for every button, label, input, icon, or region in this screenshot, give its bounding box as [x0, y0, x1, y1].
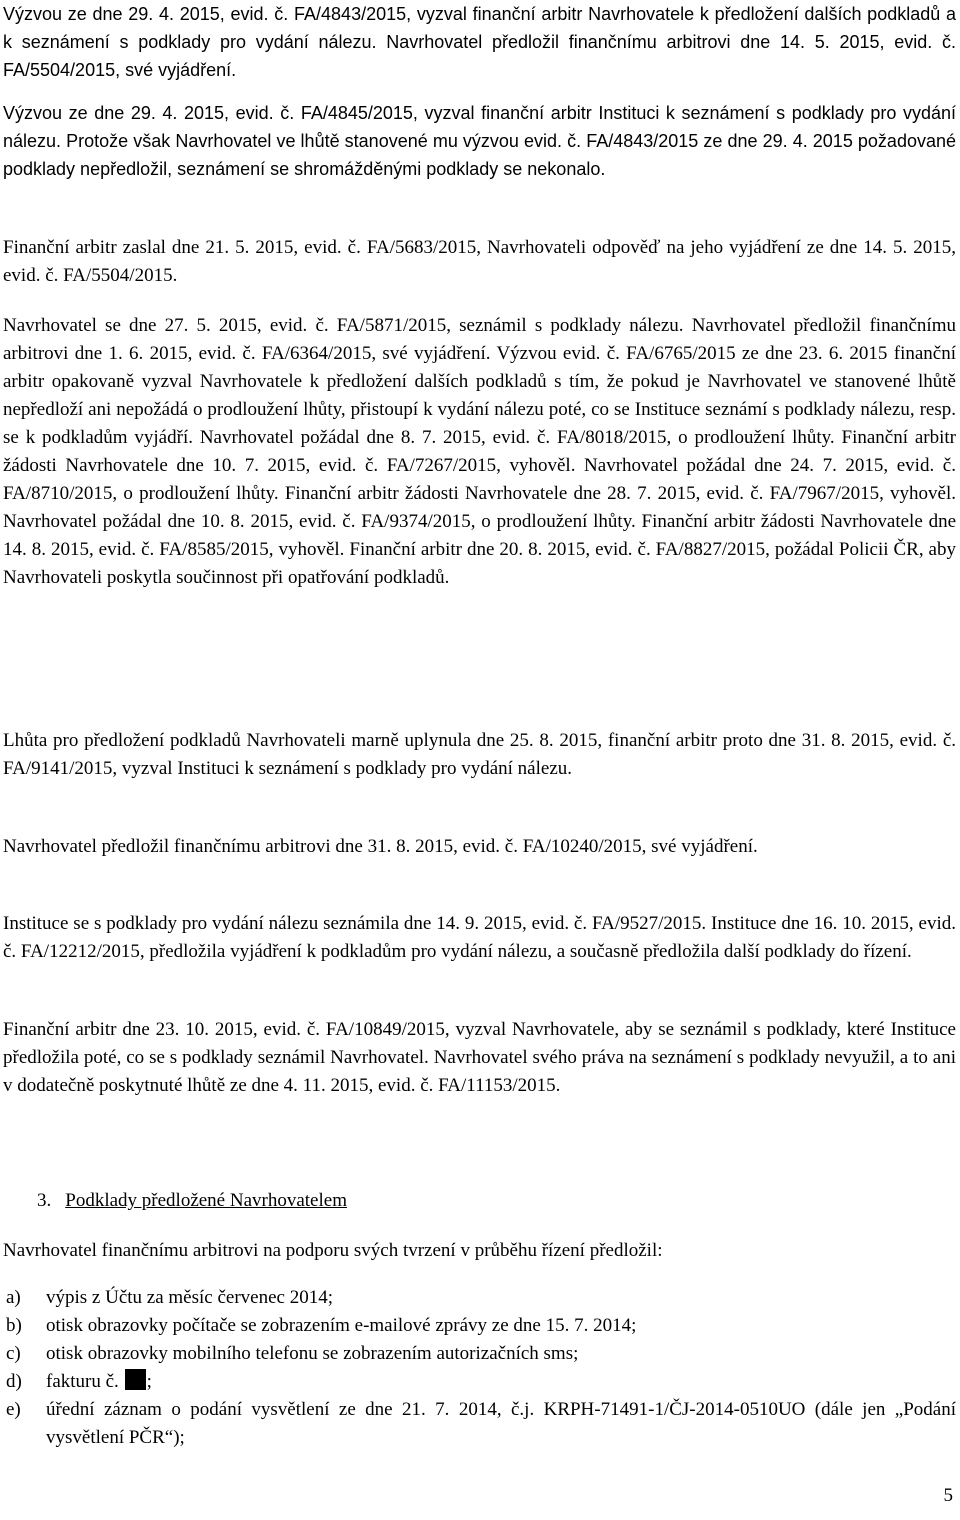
list-item-text-after: ;: [146, 1371, 152, 1392]
paragraph-8: Finanční arbitr dne 23. 10. 2015, evid. č. FA/10849/2015, vyzval Navrhovatele, aby se seznámil s podklady, které Instituce předložila poté, co se s podklady seznámil Navrhovatel. Navrhovatel svého práva na seznámení s podklady nevyužil, a to ani v dodatečně poskytnuté lhůtě ze dne 4. 11. 2015, evid. č. FA/11153/2015.: [3, 1019, 956, 1096]
list-item-text: výpis z Účtu za měsíc červenec 2014;: [46, 1287, 333, 1308]
list-item: [3, 1396, 956, 1452]
section-heading: [37, 1187, 347, 1215]
paragraph-1: Výzvou ze dne 29. 4. 2015, evid. č. FA/4843/2015, vyzval finanční arbitr Navrhovatele k předložení dalších podkladů a k seznámení s podklady pro vydání nálezu. Navrhovatel předložil finančnímu arbitrovi dne 14. 5. 2015, evid. č. FA/5504/2015, své vyjádření.: [3, 4, 956, 80]
paragraph-7: Instituce se s podklady pro vydání nálezu seznámila dne 14. 9. 2015, evid. č. FA/9527/2015. Instituce dne 16. 10. 2015, evid. č. FA/12212/2015, předložila vyjádření k podkladům pro vydání nálezu, a současně předložila další podklady do řízení.: [3, 913, 956, 962]
list-intro: Navrhovatel finančnímu arbitrovi na podporu svých tvrzení v průběhu řízení předložil:: [3, 1240, 663, 1261]
list-item-label: e): [6, 1399, 21, 1420]
list-item-label: c): [6, 1343, 21, 1364]
list-item-label: a): [6, 1287, 21, 1308]
page-number: 5: [943, 1485, 953, 1506]
evidence-list: [3, 1284, 956, 1452]
list-item: [3, 1368, 956, 1396]
list-item: [3, 1284, 956, 1312]
list-item: [3, 1340, 956, 1368]
list-item-label: b): [6, 1315, 22, 1336]
redaction-box: [125, 1369, 146, 1390]
list-item: [3, 1312, 956, 1340]
list-item-text: úřední záznam o podání vysvětlení ze dne 21. 7. 2014, č.j. KRPH-71491-1/ČJ-2014-0510UO (dále jen „Podání vysvětlení PČR“);: [46, 1399, 956, 1448]
paragraph-3: Finanční arbitr zaslal dne 21. 5. 2015, evid. č. FA/5683/2015, Navrhovateli odpověď na jeho vyjádření ze dne 14. 5. 2015, evid. č. FA/5504/2015.: [3, 237, 956, 286]
paragraph-6: Navrhovatel předložil finančnímu arbitrovi dne 31. 8. 2015, evid. č. FA/10240/2015, své vyjádření.: [3, 836, 758, 857]
section-title: Podklady předložené Navrhovatelem: [65, 1190, 347, 1211]
paragraph-5: Lhůta pro předložení podkladů Navrhovateli marně uplynula dne 25. 8. 2015, finanční arbitr proto dne 31. 8. 2015, evid. č. FA/9141/2015, vyzval Instituci k seznámení s podklady pro vydání nálezu.: [3, 730, 956, 779]
paragraph-4: Navrhovatel se dne 27. 5. 2015, evid. č. FA/5871/2015, seznámil s podklady nálezu. Navrhovatel předložil finančnímu arbitrovi dne 1. 6. 2015, evid. č. FA/6364/2015, své vyjádření. Výzvou evid. č. FA/6765/2015 ze dne 23. 6. 2015 finanční arbitr opakovaně vyzval Navrhovatele k předložení dalších podkladů s tím, že pokud je Navrhovatel ve stanovené lhůtě nepředloží ani nepožádá o prodloužení lhůty, přistoupí k vydání nálezu poté, co se Instituce seznámí s podklady nálezu, resp. se k podkladům vyjádří. Navrhovatel požádal dne 8. 7. 2015, evid. č. FA/8018/2015, o prodloužení lhůty. Finanční arbitr žádosti Navrhovatele dne 10. 7. 2015, evid. č. FA/7267/2015, vyhověl. Navrhovatel požádal dne 24. 7. 2015, evid. č. FA/8710/2015, o prodloužení lhůty. Finanční arbitr žádosti Navrhovatele dne 28. 7. 2015, evid. č. FA/7967/2015, vyhověl. Navrhovatel požádal dne 10. 8. 2015, evid. č. FA/9374/2015, o prodloužení lhůty. Finanční arbitr žádosti Navrhovatele dne 14. 8. 2015, evid. č. FA/8585/2015, vyhověl. Finanční arbitr dne 20. 8. 2015, evid. č. FA/8827/2015, požádal Policii ČR, aby Navrhovateli poskytla součinnost při opatřování podkladů.: [3, 315, 956, 588]
list-item-text: otisk obrazovky mobilního telefonu se zobrazením autorizačních sms;: [46, 1343, 579, 1364]
list-item-label: d): [6, 1371, 22, 1392]
list-item-text: otisk obrazovky počítače se zobrazením e-mailové zprávy ze dne 15. 7. 2014;: [46, 1315, 637, 1336]
paragraph-2: Výzvou ze dne 29. 4. 2015, evid. č. FA/4845/2015, vyzval finanční arbitr Instituci k seznámení s podklady pro vydání nálezu. Protože však Navrhovatel ve lhůtě stanovené mu výzvou evid. č. FA/4843/2015 ze dne 29. 4. 2015 požadované podklady nepředložil, seznámení se shromážděnými podklady se nekonalo.: [3, 103, 956, 179]
list-item-text: fakturu č.: [46, 1371, 119, 1392]
section-number: 3.: [37, 1190, 52, 1211]
